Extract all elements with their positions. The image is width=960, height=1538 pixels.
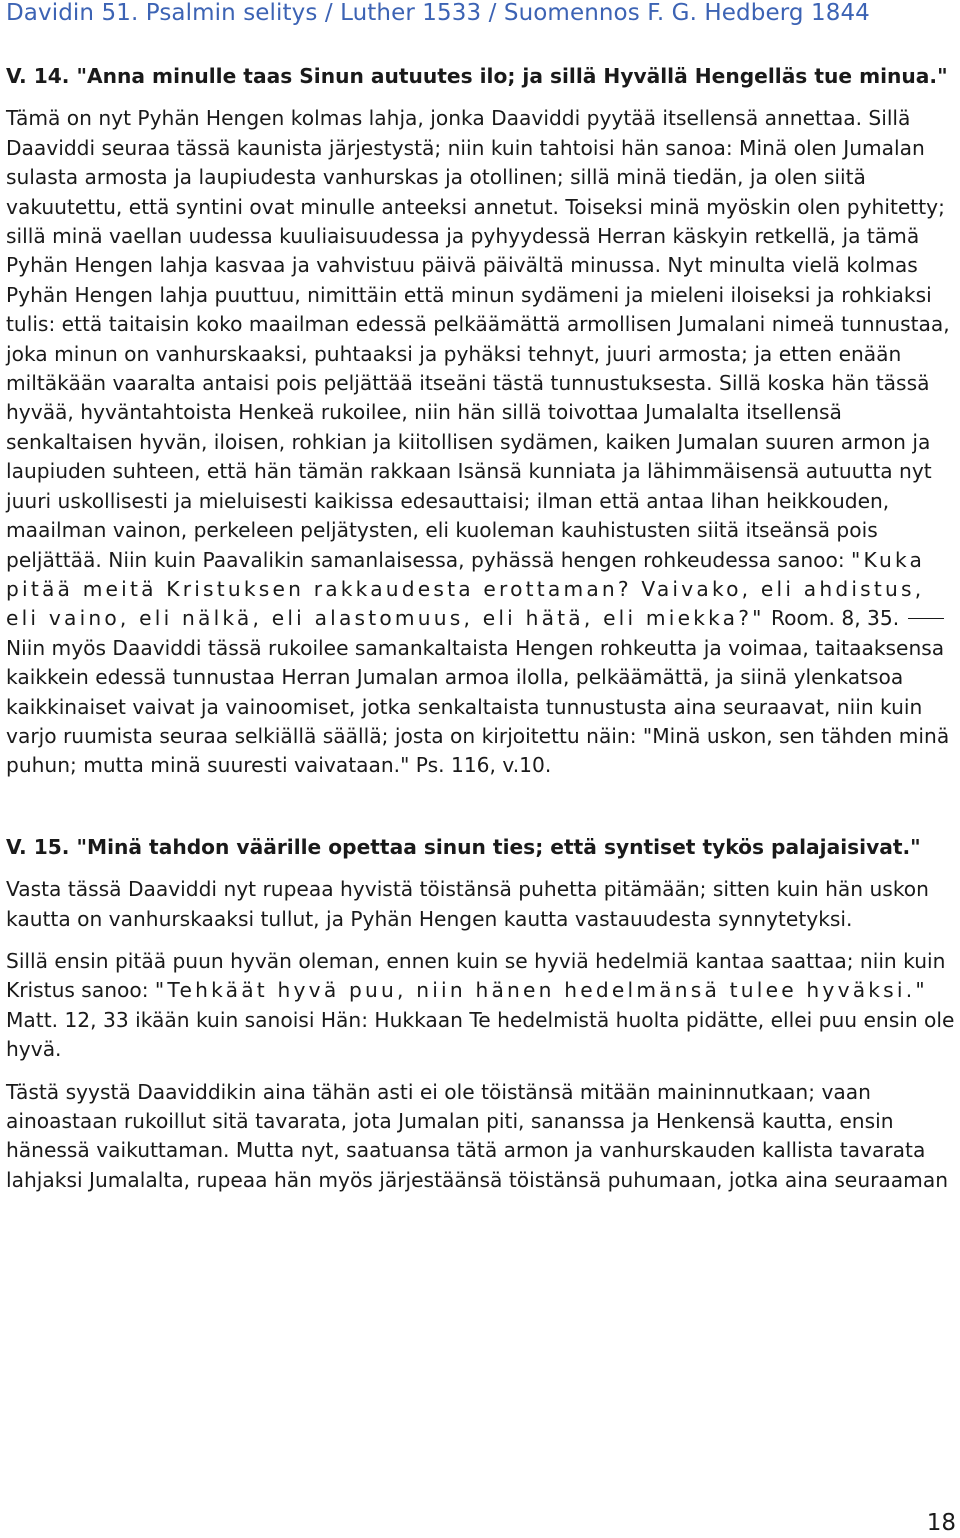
verse-14-heading: V. 14. "Anna minulle taas Sinun autuutes ilo; ja sillä Hyvällä Hengelläs tue minua." (6, 64, 948, 88)
spacer (6, 91, 956, 104)
verse-14-text-part2: Niin myös Daaviddi tässä rukoilee samankaltaista Hengen rohkeutta ja voimaa, taitaaksensa kaikkein edessä tunnustaa Herran Jumalan armoa ilolla, pelkäämättä, ja siinä ylenkatsoa kaikkinaiset vaivat ja vainoomiset, jotka senkaltaista tunnustusta aina seuraavat, niin kuin varjo ruumista seuraa selkiällä säällä; josta on kirjoitettu näin: "Minä uskon, sen tähden minä puhun; mutta minä suuresti vaivataan." Ps. 116, v.10. (6, 635, 950, 778)
verse-14-paragraph (6, 104, 956, 780)
verse-14-text-part1: Tämä on nyt Pyhän Hengen kolmas lahja, jonka Daaviddi pyytää itsellensä annettaa. Sillä Daaviddi seuraa tässä kaunista järjestystä; niin kuin tahtoisi hän sanoa: Minä olen Jumalan sulasta armosta ja laupiudesta vanhurskas ja otollinen; sillä minä tiedän, ja olen siitä vakuutettu, että syntini ovat minulle anteeksi annetut. Toiseksi minä myöskin olen pyhitetty; sillä minä vaellan uudessa kuuliaisuudessa ja pyhyydessä Herran käskyin retkellä, ja tämä Pyhän Hengen lahja kasvaa ja vahvistuu päivä päivältä minussa. Nyt minulta vielä kolmas Pyhän Hengen lahja puuttuu, nimittäin että minun sydämeni ja mieleni iloiseksi ja rohkiaksi tulis: että taitaisin koko maailman edessä pelkäämättä armollisen Jumalani nimeä tunnustaa, joka minun on vanhurskaaksi, puhtaaksi ja pyhäksi tehnyt, juuri armosta; ja etten enään miltäkään vaaralta antaisi pois peljättää itseäni tästä tunnustuksesta. Sillä koska hän tässä hyvää, hyväntahtoista Henkeä rukoilee, niin hän sillä toivottaa Jumalalta itsellensä senkaltaisen hyvän, iloisen, rohkian ja kiitollisen sydämen, kaiken Jumalan suuren armon ja laupiuden suhteen, että hän tämän rakkaan Isänsä kunniata ja lähimmäisensä autuutta nyt juuri uskollisesti ja mieluisesti kaikissa edesauttaisi; ilman että antaa lihan heikkouden, maailman vainon, perkeleen peljätysten, eli kuoleman kauhistusten siitä itseänsä pois peljättää. Niin kuin Paavalikin samanlaisessa, pyhässä hengen rohkeudessa sanoo: (6, 106, 950, 572)
running-header: Davidin 51. Psalmin selitys / Luther 1533 / Suomennos F. G. Hedberg 1844 (6, 0, 870, 26)
verse-15-paragraph-3: Tästä syystä Daaviddikin aina tähän asti ei ole töistänsä mitään maininnutkaan; vaan ainoastaan rukoillut sitä tavarata, jota Jumalan piti, sananssa ja Henkensä kautta, ensin hänessä vaikuttaman. Mutta nyt, saatuansa tätä armon ja vanhurskauden kallista tavarata lahjaksi Jumalalta, rupeaa hän myös järjestäänsä töistänsä puhumaan, jotka aina seuraaman (6, 1079, 949, 1192)
matthew-quote: "Tehkäät hyvä puu, niin hänen hedelmänsä tulee hyväksi." (154, 978, 928, 1003)
verse-15-paragraph-2 (6, 947, 956, 1065)
romans-reference: Room. 8, 35. (764, 606, 900, 631)
document-body (6, 62, 956, 1195)
spacer (6, 781, 956, 833)
verse-15-text-part1: Sillä ensin pitää puun hyvän oleman, ennen kuin se hyviä hedelmiä kantaa saattaa; niin kuin Kristus sanoo: (6, 948, 946, 1003)
spacer (6, 1065, 956, 1078)
verse-15-heading: V. 15. "Minä tahdon väärille opettaa sinun ties; että syntiset tykös palajaisivat." (6, 834, 921, 859)
spacer (6, 862, 956, 875)
em-dash (908, 618, 944, 619)
romans-quote: "Kuka pitää meitä Kristuksen rakkaudesta erottaman? Vaivako, eli ahdistus, eli vaino, eli nälkä, eli alastomuus, eli hätä, eli miekka?" (6, 547, 926, 631)
page-number: 18 (926, 1510, 956, 1536)
spacer (6, 934, 956, 947)
verse-15-text-part2: Matt. 12, 33 ikään kuin sanoisi Hän: Hukkaan Te hedelmistä huolta pidätte, ellei puu ensin ole hyvä. (6, 1007, 955, 1062)
verse-15-paragraph-1: Vasta tässä Daaviddi nyt rupeaa hyvistä töistänsä puhetta pitämään; sitten kuin hän uskon kautta on vanhurskaaksi tullut, ja Pyhän Hengen kautta vastauudesta synnytetyksi. (6, 877, 929, 931)
